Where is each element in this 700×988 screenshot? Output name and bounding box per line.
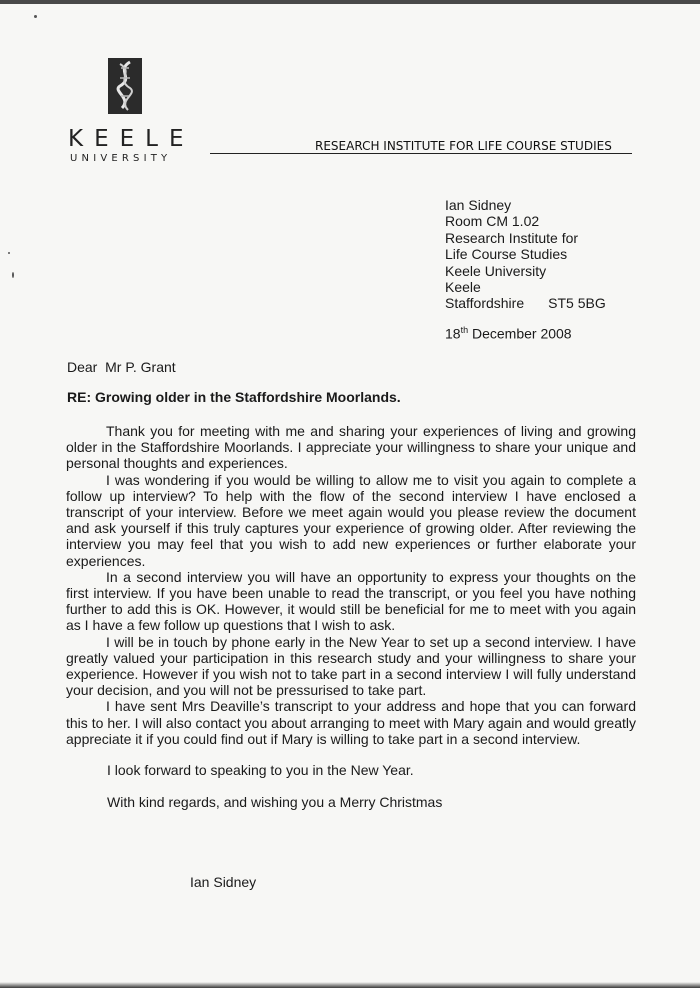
date-suffix: th bbox=[460, 325, 469, 335]
signature-name: Ian Sidney bbox=[190, 874, 257, 890]
address-line: Life Course Studies bbox=[445, 246, 568, 263]
scan-speck bbox=[12, 272, 14, 278]
scan-bottom-edge bbox=[0, 982, 700, 988]
scan-top-edge bbox=[0, 0, 700, 4]
date-rest: December 2008 bbox=[471, 325, 572, 342]
letter-date bbox=[445, 325, 572, 342]
address-county-postcode bbox=[445, 295, 606, 311]
institute-title: RESEARCH INSTITUTE FOR LIFE COURSE STUDIES bbox=[315, 139, 612, 153]
address-line: Ian Sidney bbox=[445, 197, 512, 213]
address-line: Research Institute for bbox=[445, 229, 579, 246]
body-paragraph: In a second interview you will have an opportunity to express your thoughts on the first interview. If you have been unable to read the transcript, or you feel you have nothing further to add this is OK. However, it would still be beneficial for me to meet with you again as I have a few follow up questions that I wish to ask. bbox=[66, 568, 636, 634]
address-line: Keele University bbox=[445, 262, 547, 279]
sender-address bbox=[445, 197, 606, 312]
salutation: Dear Mr P. Grant bbox=[67, 359, 176, 375]
header-rule bbox=[210, 153, 632, 154]
letter-body bbox=[66, 423, 636, 747]
address-line: Room CM 1.02 bbox=[445, 213, 540, 230]
university-name: KEELE bbox=[68, 126, 195, 152]
body-paragraph: Thank you for meeting with me and sharing your experiences of living and growing older in the Staffordshire Moorlands. I appreciate your willingness to share your unique and personal thoughts and experiences. bbox=[66, 423, 636, 472]
date-day: 18 bbox=[445, 325, 461, 342]
address-line: Keele bbox=[445, 279, 481, 296]
closing-line: I look forward to speaking to you in the New Year. bbox=[107, 762, 414, 778]
university-subtitle: UNIVERSITY bbox=[70, 153, 172, 164]
address-county: Staffordshire bbox=[445, 295, 525, 312]
body-paragraph: I will be in touch by phone early in the New Year to set up a second interview. I have greatly valued your participation in this research study and your willingness to share your experience. However if you wish not to take part in a second interview I will fully understand your decision, and you will not be pressurised to take part. bbox=[66, 633, 636, 699]
scan-speck bbox=[8, 252, 10, 254]
address-postcode: ST5 5BG bbox=[548, 295, 606, 312]
subject-line: RE: Growing older in the Staffordshire Moorlands. bbox=[67, 389, 401, 405]
body-paragraph: I have sent Mrs Deaville’s transcript to your address and hope that you can forward this to her. I will also contact you about arranging to meet with Mary again and would greatly appreciate it if you could find out if Mary is willing to take part in a second interview. bbox=[66, 698, 636, 747]
body-paragraph: I was wondering if you would be willing to allow me to visit you again to complete a follow up interview? To help with the flow of the second interview I have enclosed a transcript of your interview. Before we meet again would you please review the document and ask yourself if this truly captures your experience of growing older. After reviewing the interview you may feel that you wish to add new experiences or further elaborate your experiences. bbox=[66, 471, 636, 569]
keele-helix-logo-icon bbox=[108, 58, 142, 114]
closing-regards: With kind regards, and wishing you a Merry Christmas bbox=[107, 794, 443, 810]
scan-speck bbox=[34, 15, 37, 18]
